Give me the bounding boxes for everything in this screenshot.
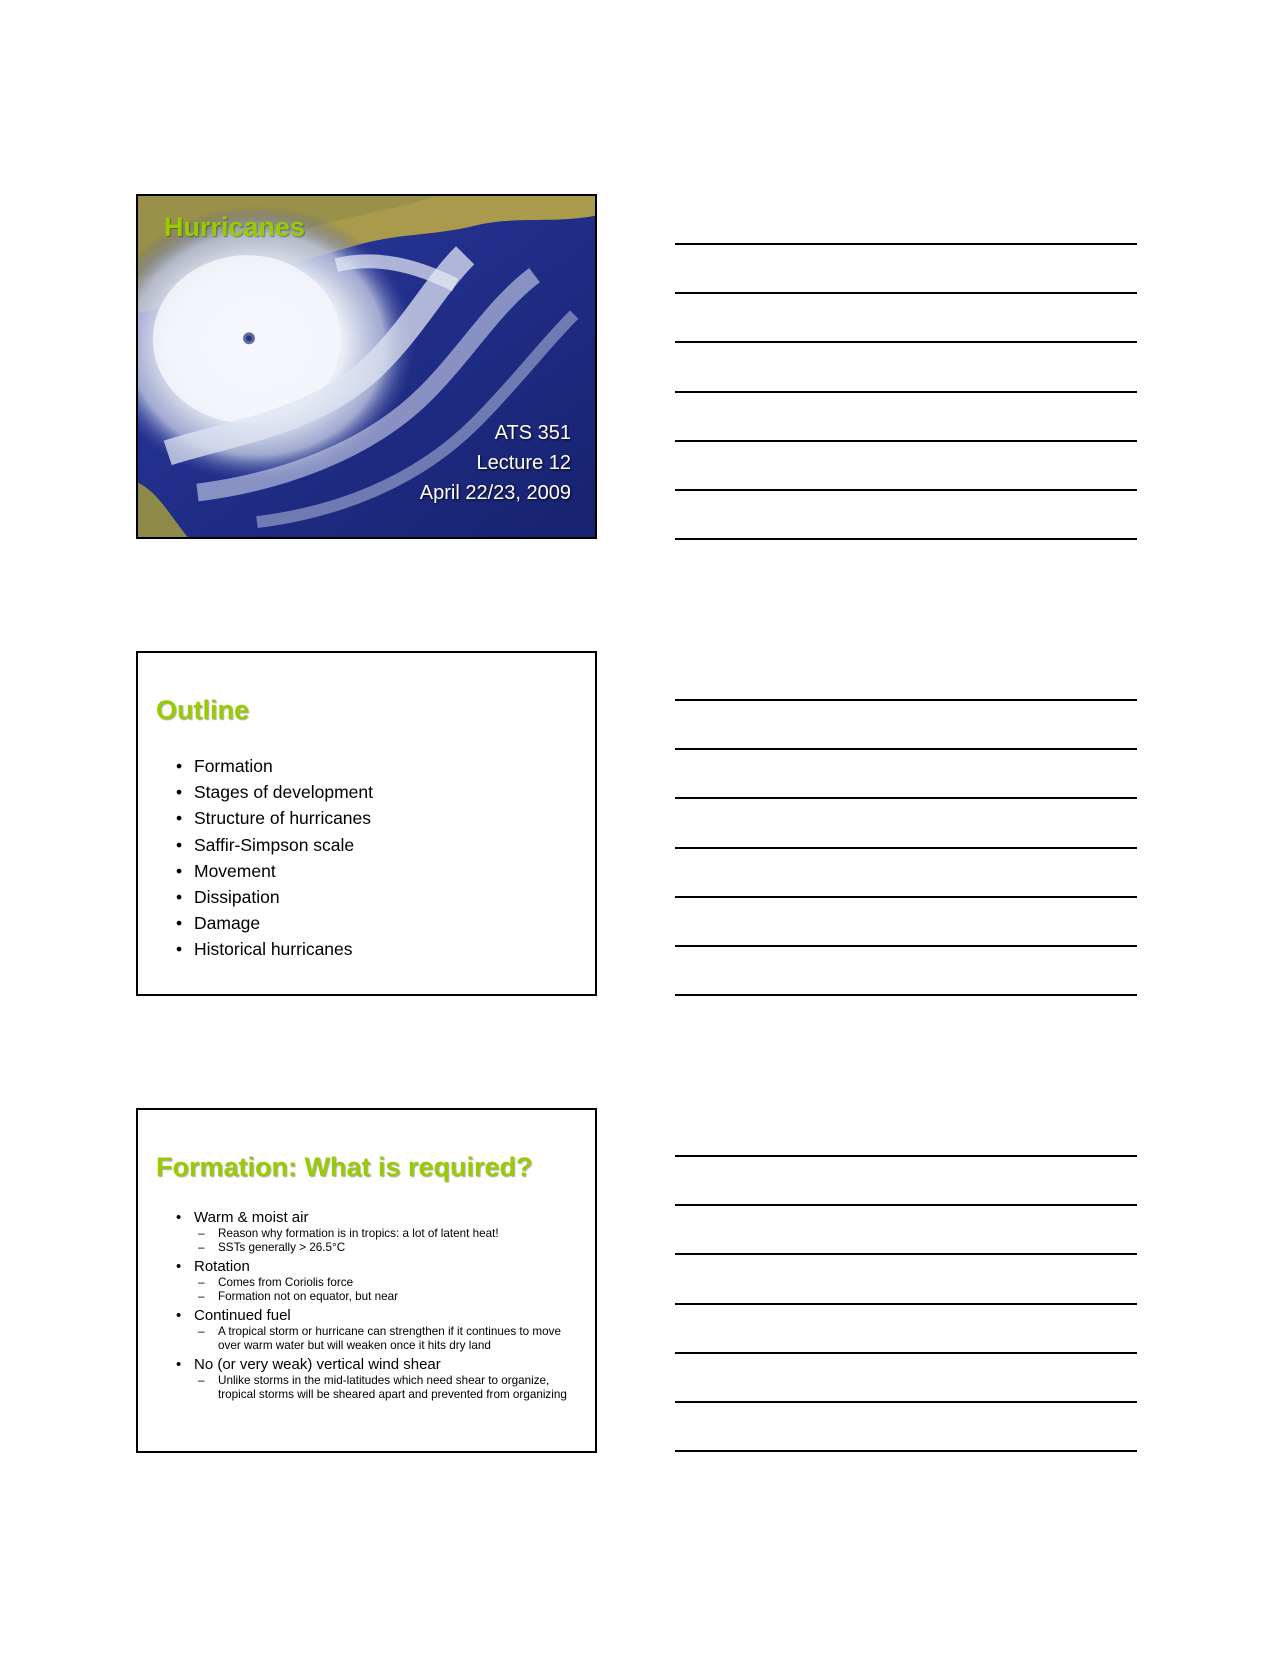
note-line xyxy=(675,1352,1137,1354)
sub-list-item: – Formation not on equator, but near xyxy=(198,1290,578,1304)
sub-list xyxy=(194,1325,578,1353)
bullet-text: Warm & moist air xyxy=(194,1209,309,1226)
lecture-info xyxy=(420,418,571,508)
sub-list xyxy=(194,1227,578,1255)
note-line xyxy=(675,1303,1137,1305)
sub-list-item: – Unlike storms in the mid-latitudes which need shear to organize, tropical storms will be sheared apart and prevented from organizing xyxy=(198,1374,578,1402)
note-line xyxy=(675,440,1137,442)
note-line xyxy=(675,243,1137,245)
slide-title: Hurricanes xyxy=(164,212,306,242)
sub-list-item: – A tropical storm or hurricane can strengthen if it continues to move over warm water but will weaken once it hits dry land xyxy=(198,1325,578,1353)
bullet-text: Rotation xyxy=(194,1258,250,1275)
note-line xyxy=(675,1450,1137,1452)
list-item: • Historical hurricanes xyxy=(176,936,373,962)
list-item xyxy=(176,1257,578,1304)
outline-list xyxy=(176,753,373,963)
bullet-text: Continued fuel xyxy=(194,1307,291,1324)
list-item xyxy=(176,1355,578,1402)
list-item: • Movement xyxy=(176,858,373,884)
slide-title: Formation: What is required? xyxy=(156,1152,533,1182)
list-item xyxy=(176,1208,578,1255)
slide-title: Outline xyxy=(156,695,249,725)
list-item: • Structure of hurricanes xyxy=(176,805,373,831)
note-line xyxy=(675,797,1137,799)
lecture-date: April 22/23, 2009 xyxy=(419,482,571,504)
bullet-text: No (or very weak) vertical wind shear xyxy=(194,1356,441,1373)
list-item: • Damage xyxy=(176,910,373,936)
slide-3 xyxy=(136,1108,597,1453)
slide-1 xyxy=(136,194,597,539)
note-line xyxy=(675,945,1137,947)
note-line xyxy=(675,292,1137,294)
sub-list-item: – Reason why formation is in tropics: a lot of latent heat! xyxy=(198,1227,578,1241)
note-line xyxy=(675,1204,1137,1206)
sub-list-item: – Comes from Coriolis force xyxy=(198,1276,578,1290)
list-item: • Saffir-Simpson scale xyxy=(176,832,373,858)
list-item xyxy=(176,1306,578,1353)
note-line xyxy=(675,1401,1137,1403)
list-item: • Formation xyxy=(176,753,373,779)
note-line xyxy=(675,896,1137,898)
sub-list-item: – SSTs generally > 26.5°C xyxy=(198,1241,578,1255)
slide-2 xyxy=(136,651,597,996)
note-line xyxy=(675,489,1137,491)
note-line xyxy=(675,699,1137,701)
list-item: • Stages of development xyxy=(176,779,373,805)
course-number: ATS 351 xyxy=(494,422,571,444)
lecture-number: Lecture 12 xyxy=(476,452,571,474)
sub-list xyxy=(194,1374,578,1402)
note-line xyxy=(675,1253,1137,1255)
note-line xyxy=(675,341,1137,343)
note-line xyxy=(675,748,1137,750)
note-line xyxy=(675,1155,1137,1157)
note-line xyxy=(675,391,1137,393)
requirements-list xyxy=(176,1206,578,1403)
note-line xyxy=(675,847,1137,849)
sub-list xyxy=(194,1276,578,1304)
note-line xyxy=(675,994,1137,996)
list-item: • Dissipation xyxy=(176,884,373,910)
note-line xyxy=(675,538,1137,540)
